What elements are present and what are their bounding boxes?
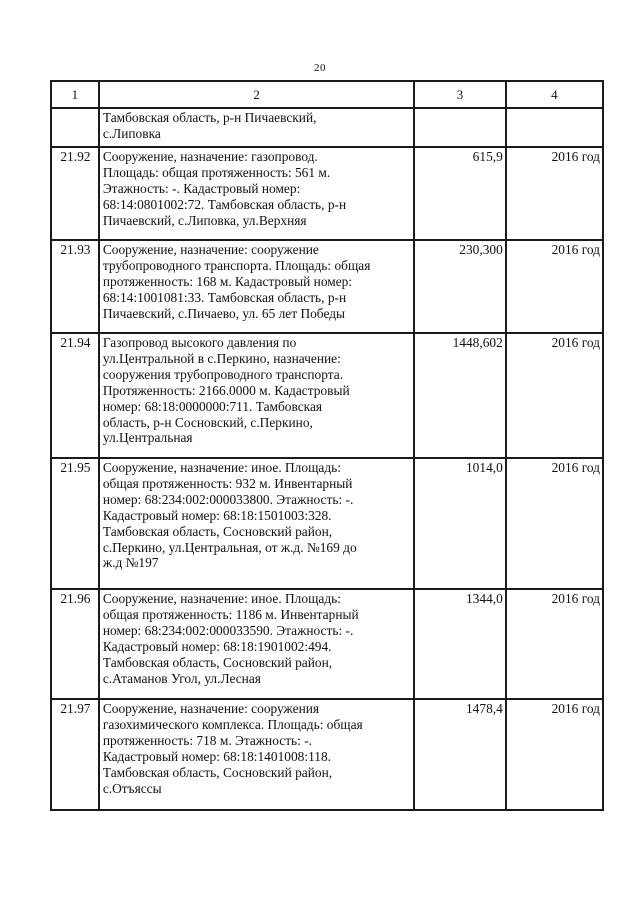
description-line: Этажность: -. Кадастровый номер: [102,180,301,196]
object-year: 2016 год [507,590,604,700]
table-header-row [52,82,604,109]
column-header: 3 [415,82,507,109]
description-line: ул.Центральной в с.Перкино, назначение: [102,350,341,366]
description-line: Тамбовская область, р-н Пичаевский, [102,110,317,125]
object-year: 2016 год [507,459,604,590]
description-line: Тамбовская область, Сосновский район, [102,654,333,670]
description-line: с.Атаманов Угол, ул.Лесная [102,670,261,686]
object-description [100,459,415,590]
description-line: с.Липовка [102,125,161,141]
row-number [52,109,100,148]
object-length-value: 1478,4 [415,700,507,811]
column-header: 2 [100,82,415,109]
description-line: 68:14:0801002:72. Тамбовская область, р-н [102,196,347,212]
object-description [100,700,415,811]
object-description [100,109,415,148]
object-description [100,241,415,334]
description-line: Протяженность: 2166.0000 м. Кадастровый [102,382,350,398]
description-line: 68:14:1001081:33. Тамбовская область, р-н [102,289,347,305]
description-line: протяженность: 168 м. Кадастровый номер: [102,273,353,289]
object-length-value: 230,300 [415,241,507,334]
table-row [52,590,604,700]
description-line: Пичаевский, с.Пичаево, ул. 65 лет Победы [102,305,346,321]
table-row [52,241,604,334]
description-line: номер: 68:234:002:000033800. Этажность: -. [102,491,354,507]
description-line: общая протяженность: 1186 м. Инвентарный [102,606,359,622]
page-number: 20 [314,62,326,74]
description-line: ул.Центральная [102,430,193,446]
row-number: 21.95 [52,459,100,590]
description-line: общая протяженность: 932 м. Инвентарный [102,475,353,491]
description-line: протяженность: 718 м. Этажность: -. [102,732,313,748]
object-year: 2016 год [507,334,604,459]
object-length-value [415,109,507,148]
object-description [100,148,415,241]
object-description [100,590,415,700]
description-line: сооружения трубопроводного транспорта. [102,366,344,382]
table-row [52,109,604,148]
description-line: Тамбовская область, Сосновский район, [102,523,333,539]
object-length-value: 1344,0 [415,590,507,700]
description-line: ж.д №197 [102,555,159,571]
description-line: с.Перкино, ул.Центральная, от ж.д. №169 до [102,539,357,555]
row-number: 21.94 [52,334,100,459]
object-year [507,109,604,148]
description-line: номер: 68:18:0000000:711. Тамбовская [102,398,323,414]
description-line: номер: 68:234:002:000033590. Этажность: -. [102,622,354,638]
description-line: трубопроводного транспорта. Площадь: общая [102,257,371,273]
description-line: Площадь: общая протяженность: 561 м. [102,164,331,180]
property-registry-table [50,80,604,811]
object-year: 2016 год [507,700,604,811]
row-number: 21.93 [52,241,100,334]
object-length-value: 615,9 [415,148,507,241]
description-line: Сооружение, назначение: иное. Площадь: [102,591,341,606]
description-line: Газопровод высокого давления по [102,335,297,350]
description-line: область, р-н Сосновский, с.Перкино, [102,414,313,430]
description-line: Сооружение, назначение: газопровод. [102,149,318,164]
column-header: 1 [52,82,100,109]
object-length-value: 1014,0 [415,459,507,590]
description-line: Тамбовская область, Сосновский район, [102,764,333,780]
object-description [100,334,415,459]
description-line: с.Отъяссы [102,780,162,796]
description-line: газохимического комплекса. Площадь: общая [102,716,363,732]
row-number: 21.97 [52,700,100,811]
description-line: Кадастровый номер: 68:18:1901002:494. [102,638,332,654]
object-length-value: 1448,602 [415,334,507,459]
column-header: 4 [507,82,604,109]
description-line: Сооружение, назначение: иное. Площадь: [102,460,341,475]
table-row [52,334,604,459]
description-line: Сооружение, назначение: сооружения [102,701,320,716]
table-row [52,459,604,590]
description-line: Пичаевский, с.Липовка, ул.Верхняя [102,212,307,228]
object-year: 2016 год [507,241,604,334]
table-row [52,700,604,811]
description-line: Кадастровый номер: 68:18:1401008:118. [102,748,332,764]
object-year: 2016 год [507,148,604,241]
description-line: Сооружение, назначение: сооружение [102,242,319,257]
description-line: Кадастровый номер: 68:18:1501003:328. [102,507,332,523]
row-number: 21.96 [52,590,100,700]
row-number: 21.92 [52,148,100,241]
table-row [52,148,604,241]
